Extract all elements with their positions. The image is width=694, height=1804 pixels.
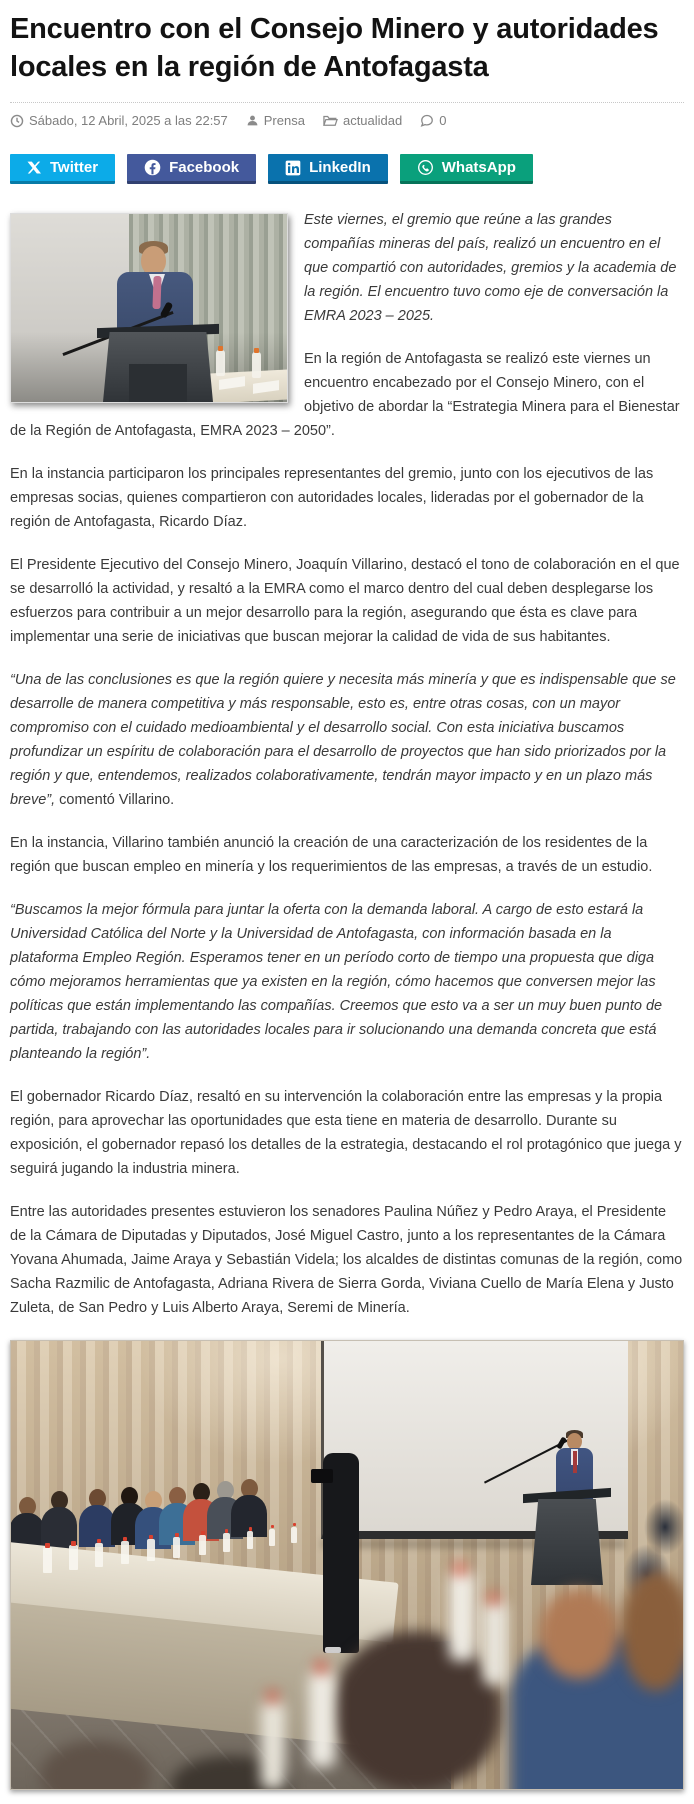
bottle-cap: [71, 1541, 76, 1546]
meta-comments-count: 0: [439, 113, 447, 128]
paragraph-8: El gobernador Ricardo Díaz, resaltó en su intervención la colaboración entre las empresas y la propia región, para aprovechar las oportunidades que esta tiene en materia de desarrollo. Durante su exposición, el gobernador repasó los detalles de la estrategia, destacando el rol protagónico que juega y seguirá jugando la industria minera.: [10, 1089, 682, 1177]
bottle-cap: [123, 1537, 127, 1541]
comment-icon: [420, 114, 434, 127]
quote-villarino: [10, 668, 684, 812]
share-whatsapp-label: WhatsApp: [441, 159, 516, 176]
water-bottle: [121, 1541, 129, 1564]
photographer-silhouette: [323, 1453, 359, 1653]
water-bottle: [69, 1545, 78, 1570]
meta-comments[interactable]: [420, 113, 446, 128]
bottle-cap: [225, 1529, 228, 1533]
bottle-cap: [293, 1523, 296, 1526]
foreground-head-blur: [621, 1571, 684, 1691]
water-bottle: [252, 352, 261, 378]
blurred-bottle-cap: [488, 1593, 499, 1604]
paragraph-2: En la región de Antofagasta se realizó este viernes un encuentro encabezado por el Consejo Minero, con el objetivo de abordar la “Estrategia Minera para el Bienestar de la Región de Antofagasta, EMRA 2023 – 2050”.: [10, 351, 680, 439]
blurred-bottle-cap: [267, 1691, 278, 1702]
share-buttons: [10, 154, 684, 184]
quote-villarino-text: “Una de las conclusiones es que la región quiere y necesita más minería y que es indispensable que se desarrolle de manera competitiva y más responsable, esto es, entre otras cosas, con un mayor compromiso con el cuidado medioambiental y el desarrollo social. Con esta iniciativa buscamos profundizar un espíritu de colaboración para el desarrollo de proyectos que han sido priorizados por la región y que, entendemos, realizados colaborativamente, tendrán mayor impacto y en un plazo más breve”,: [10, 672, 676, 808]
twitter-x-icon: [27, 160, 42, 175]
meta-author[interactable]: [246, 113, 305, 128]
share-twitter-button[interactable]: [10, 154, 115, 184]
blurred-bottle: [449, 1571, 475, 1661]
share-facebook-button[interactable]: [127, 154, 256, 184]
paragraph-4: El Presidente Ejecutivo del Consejo Minero, Joaquín Villarino, destacó el tono de colaboración en el que se desarrolló la actividad, y resaltó a la EMRA como el marco dentro del cual deben desplegarse los esfuerzos para contribuir a un mejor desarrollo para la región, asegurando que ésta es clave para implementar una serie de iniciativas que buscan mejorar la calidad de vida de sus habitantes.: [10, 557, 680, 645]
photographer-shoe: [325, 1647, 341, 1653]
whatsapp-icon: [417, 159, 434, 176]
paragraph-3: En la instancia participaron los principales representantes del gremio, junto con los ejecutivos de las empresas socias, quienes compartieron con autoridades locales, lideradas por el gobernador de la región de Antofagasta, Ricardo Díaz.: [10, 466, 654, 530]
podium-base: [129, 364, 187, 402]
quote-study: “Buscamos la mejor fórmula para juntar la oferta con la demanda laboral. A cargo de esto estará la Universidad Católica del Norte y la Universidad de Antofagasta, con información basada en la plataforma Empleo Región. Esperamos tener en un período corto de tiempo una propuesta que diga cómo mejoramos herramientas que ya existen en la región, cómo hacemos que conversen mejor las políticas que están implementando las compañías. Creemos que esto va a ser un muy buen punto de partida, trabajando con las autoridades locales para ir solucionando una demanda concreta que está planteando la región”.: [10, 902, 663, 1062]
water-bottle: [247, 1531, 253, 1549]
water-bottle: [223, 1533, 230, 1552]
article-meta: [10, 102, 684, 128]
folder-icon: [323, 114, 338, 127]
water-bottle: [173, 1537, 180, 1558]
speaker-head: [141, 246, 166, 275]
foreground-head-blur: [331, 1631, 501, 1790]
blurred-bottle: [483, 1601, 507, 1685]
inline-photo-speaker: [10, 213, 288, 403]
meta-category-label: actualidad: [342, 113, 403, 128]
paragraph-9: Entre las autoridades presentes estuvieron los senadores Paulina Núñez y Pedro Araya, el Presidente de la Cámara de Diputadas y Diputados, José Miguel Castro, junto a los representantes de la Cámara Yovana Ahumada, Jaime Araya y Sebastián Videla; los alcaldes de distintas comunas de la región, como Sacha Razmilic de Antofagasta, Adriana Rivera de Sierra Gorda, Viviana Cuello de María Elena y Justo Zuleta, de San Pedro y Luis Alberto Araya, Seremi de Minería.: [10, 1204, 683, 1316]
water-bottle: [199, 1535, 206, 1555]
bottle-cap: [271, 1525, 274, 1528]
share-whatsapp-button[interactable]: [400, 154, 533, 184]
facebook-icon: [144, 159, 161, 176]
podium: [531, 1499, 603, 1585]
water-bottle: [147, 1539, 155, 1561]
water-bottle: [269, 1529, 275, 1546]
bottle-cap: [175, 1533, 179, 1537]
meta-author-label: Prensa: [263, 113, 305, 128]
page-title: Encuentro con el Consejo Minero y autoridades locales en la región de Antofagasta: [10, 13, 659, 83]
share-linkedin-label: LinkedIn: [309, 159, 371, 176]
article-body: [10, 208, 684, 1790]
bottle-cap: [201, 1531, 205, 1535]
bottle-cap: [249, 1527, 252, 1531]
blurred-bottle: [261, 1701, 285, 1789]
water-bottle: [216, 350, 225, 376]
water-bottle: [43, 1547, 52, 1573]
blurred-bottle: [309, 1671, 335, 1767]
water-bottle: [291, 1527, 297, 1543]
blurred-bottle-cap: [315, 1661, 327, 1673]
speaker-tie: [152, 276, 161, 309]
linkedin-icon: [285, 160, 301, 176]
share-twitter-label: Twitter: [50, 159, 99, 176]
bottle-cap: [149, 1535, 153, 1539]
camera-icon: [311, 1469, 333, 1483]
bottle-cap: [45, 1543, 50, 1548]
meta-date: [10, 113, 228, 128]
quote-villarino-attribution: comentó Villarino.: [55, 792, 175, 808]
speaker-tie: [573, 1451, 577, 1473]
meta-date-label: Sábado, 12 Abril, 2025 a las 22:57: [29, 113, 228, 128]
lead-paragraph: Este viernes, el gremio que reúne a las grandes compañías mineras del país, realizó un encuentro en el que compartió con autoridades, gremios y la academia de la región. El encuentro tuvo como eje de conversación la EMRA 2023 – 2025.: [304, 212, 677, 324]
main-photo-conference: [10, 1340, 684, 1790]
meta-category[interactable]: [323, 113, 402, 128]
paragraph-6: En la instancia, Villarino también anunció la creación de una caracterización de los residentes de la región que buscan empleo en minería y los requerimientos de las empresas, a través de un estudio.: [10, 835, 653, 875]
foreground-head-blur: [539, 1589, 619, 1679]
water-bottle: [95, 1543, 103, 1567]
share-linkedin-button[interactable]: [268, 154, 388, 184]
blurred-bottle-cap: [454, 1563, 466, 1575]
bottle-cap: [97, 1539, 101, 1543]
user-icon: [246, 114, 259, 127]
clock-icon: [10, 114, 24, 128]
share-facebook-label: Facebook: [169, 159, 240, 176]
